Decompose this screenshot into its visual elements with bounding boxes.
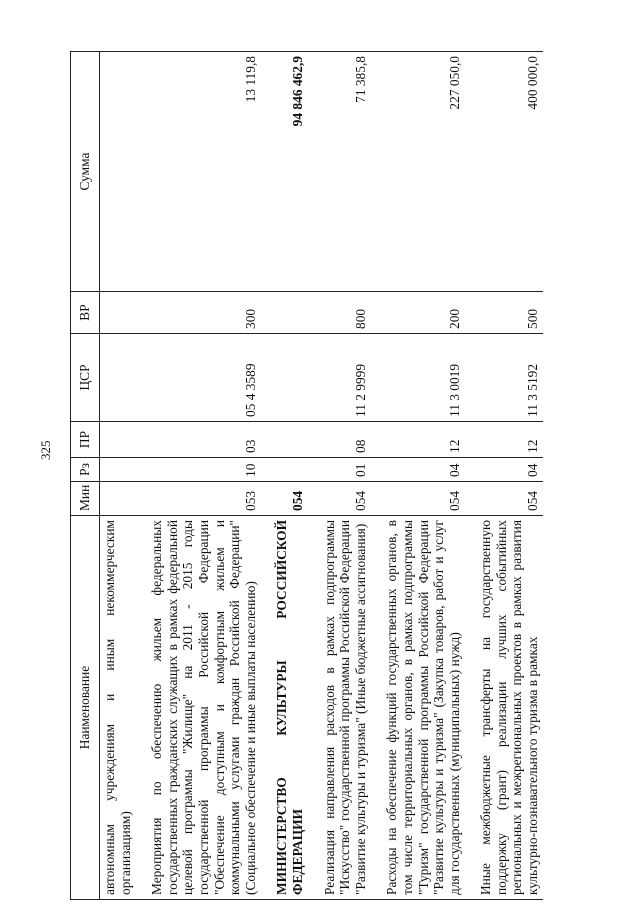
cell-pr [100, 422, 136, 458]
cell-name: МИНИСТЕРСТВО КУЛЬТУРЫ РОССИЙСКОЙ ФЕДЕРАЦИИ [272, 516, 307, 900]
cell-pr: 03 [147, 422, 260, 458]
row-spacer [135, 52, 147, 900]
cell-sum: 13 119,8 [147, 52, 260, 292]
cell-min [100, 482, 136, 516]
spacer-cell [464, 334, 476, 422]
spacer-cell [308, 422, 320, 458]
cell-csr [100, 334, 136, 422]
table-row [476, 52, 542, 900]
cell-sum: 227 050,0 [382, 52, 464, 292]
spacer-cell [135, 52, 147, 292]
spacer-cell [260, 458, 272, 482]
header-pr: ПР [71, 422, 100, 458]
cell-min: 054 [272, 482, 307, 516]
cell-pr: 08 [320, 422, 371, 458]
cell-pr [272, 422, 307, 458]
table-wrapper [70, 52, 616, 900]
cell-rz [272, 458, 307, 482]
header-rz: Рз [71, 458, 100, 482]
spacer-cell [135, 422, 147, 458]
header-csr: ЦСР [71, 334, 100, 422]
cell-rz: 04 [382, 458, 464, 482]
table-header-row [71, 52, 100, 900]
table-row [382, 52, 464, 900]
spacer-cell [260, 52, 272, 292]
spacer-cell [308, 482, 320, 516]
row-spacer [464, 52, 476, 900]
cell-sum: 71 385,8 [320, 52, 371, 292]
cell-csr: 11 3 5192 [476, 334, 542, 422]
spacer-cell [464, 516, 476, 900]
table-body [100, 52, 543, 900]
header-vr: ВР [71, 292, 100, 334]
cell-vr: 500 [476, 292, 542, 334]
cell-vr [100, 292, 136, 334]
cell-name: Мероприятия по обеспечению жильем федеральных государственных гражданских служащих в рамках федеральной целевой программы "Жилище" на 2011 - 2015 годы государственной программы Российской Федерации "Обеспечение доступным и комфортным жильем и коммунальными услугами граждан Российской Федерации" (Социальное обеспечение и иные выплаты населению) [147, 516, 260, 900]
spacer-cell [370, 292, 382, 334]
cell-sum [100, 52, 136, 292]
spacer-cell [370, 422, 382, 458]
spacer-cell [370, 482, 382, 516]
table-row [272, 52, 307, 900]
header-min: Мин [71, 482, 100, 516]
spacer-cell [308, 516, 320, 900]
spacer-cell [308, 334, 320, 422]
cell-min: 053 [147, 482, 260, 516]
cell-rz [100, 458, 136, 482]
cell-name: Иные межбюджетные трансферты на государственную поддержку (грант) реализации лучших событийных региональных и межрегиональных проектов в рамках развития культурно-познавательного туризма в рамках [476, 516, 542, 900]
spacer-cell [135, 482, 147, 516]
cell-vr [272, 292, 307, 334]
spacer-cell [464, 292, 476, 334]
cell-rz: 04 [476, 458, 542, 482]
spacer-cell [370, 516, 382, 900]
table-row [147, 52, 260, 900]
spacer-cell [464, 422, 476, 458]
cell-min: 054 [382, 482, 464, 516]
page-number: 325 [38, 440, 53, 460]
row-spacer [260, 52, 272, 900]
spacer-cell [464, 482, 476, 516]
spacer-cell [260, 482, 272, 516]
cell-vr: 300 [147, 292, 260, 334]
table-row [320, 52, 371, 900]
cell-min: 054 [476, 482, 542, 516]
cell-csr: 11 3 0019 [382, 334, 464, 422]
cell-min: 054 [320, 482, 371, 516]
cell-pr: 12 [382, 422, 464, 458]
spacer-cell [370, 334, 382, 422]
budget-table [70, 51, 543, 900]
spacer-cell [135, 334, 147, 422]
spacer-cell [135, 458, 147, 482]
cell-name: автономным учреждениям и иным некоммерческим организациям) [100, 516, 136, 900]
spacer-cell [260, 292, 272, 334]
cell-rz: 10 [147, 458, 260, 482]
spacer-cell [464, 52, 476, 292]
cell-sum: 94 846 462,9 [272, 52, 307, 292]
header-name: Наименование [71, 516, 100, 900]
cell-name: Реализация направления расходов в рамках подпрограммы "Искусство" государственной программы Российской Федерации "Развитие культуры и туризма" (Иные бюджетные ассигнования) [320, 516, 371, 900]
spacer-cell [308, 458, 320, 482]
rotated-table-area [70, 52, 616, 900]
cell-csr: 11 2 9999 [320, 334, 371, 422]
cell-csr [272, 334, 307, 422]
spacer-cell [370, 52, 382, 292]
spacer-cell [260, 516, 272, 900]
cell-vr: 800 [320, 292, 371, 334]
row-spacer [308, 52, 320, 900]
table-row [100, 52, 136, 900]
spacer-cell [370, 458, 382, 482]
spacer-cell [308, 292, 320, 334]
cell-sum: 400 000,0 [476, 52, 542, 292]
spacer-cell [135, 292, 147, 334]
cell-csr: 05 4 3589 [147, 334, 260, 422]
spacer-cell [308, 52, 320, 292]
cell-rz: 01 [320, 458, 371, 482]
spacer-cell [464, 458, 476, 482]
cell-vr: 200 [382, 292, 464, 334]
spacer-cell [260, 334, 272, 422]
spacer-cell [135, 516, 147, 900]
row-spacer [370, 52, 382, 900]
cell-pr: 12 [476, 422, 542, 458]
cell-name: Расходы на обеспечение функций государственных органов, в том числе территориальных органов, в рамках подпрограммы "Туризм" государственной программы Российской Федерации "Развитие культуры и туризма" (Закупка товаров, работ и услуг для государственных (муниципальных) нужд) [382, 516, 464, 900]
spacer-cell [260, 422, 272, 458]
header-sum: Сумма [71, 52, 100, 292]
